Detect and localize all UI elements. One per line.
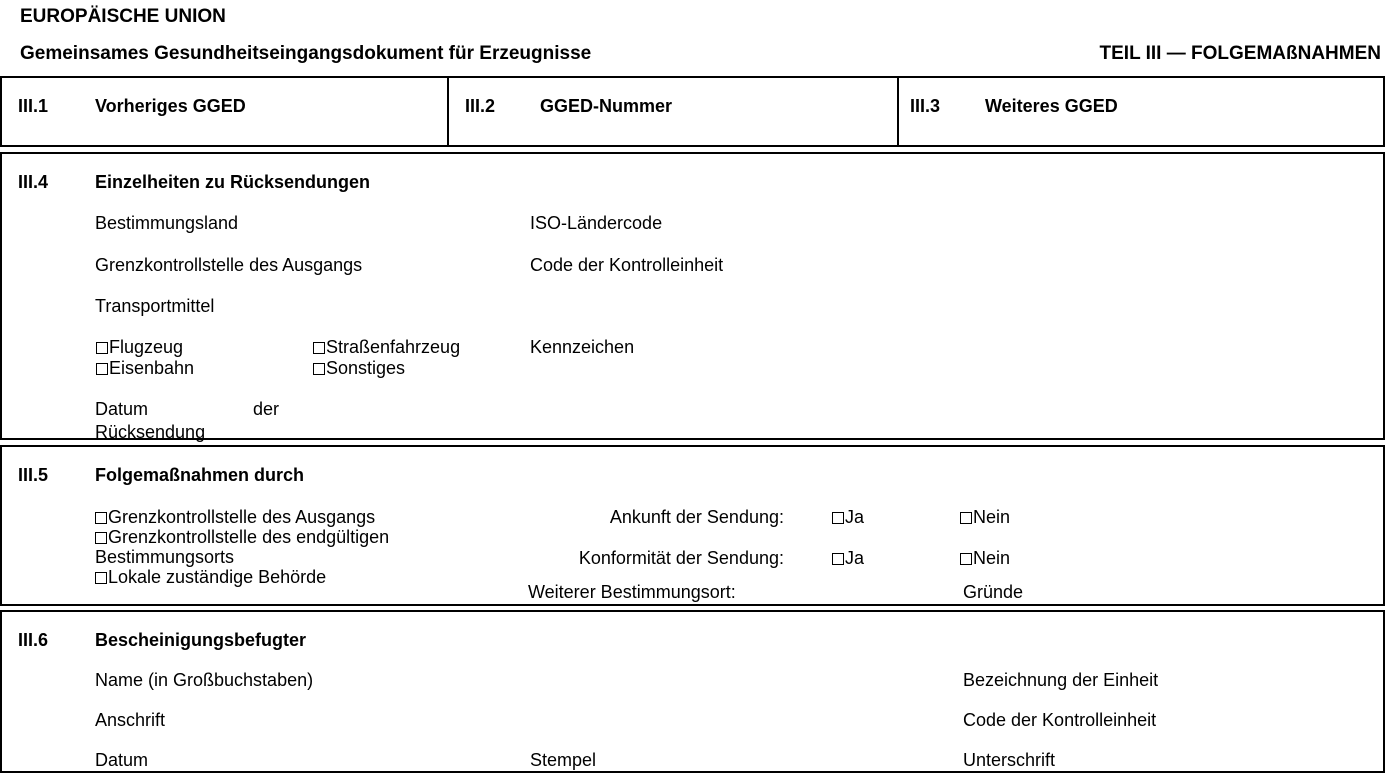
transport-option-flugzeug: [96, 337, 183, 358]
transport-option-sonstiges: [313, 358, 405, 379]
arrival-of-consignment-label: Ankunft der Sendung:: [609, 507, 784, 527]
return-date-label-word2: der: [253, 399, 280, 419]
part-title: TEIL III — FOLGEMAßNAHMEN: [1099, 43, 1381, 64]
field-iii2-label: GGED-Nummer: [540, 96, 673, 116]
conformity-yes-label: Ja: [845, 548, 865, 568]
authority-option-exit-bcp: [95, 507, 475, 527]
document-title: Gemeinsames Gesundheitseingangsdokument für Erzeugnisse: [20, 43, 592, 64]
return-date-label-word3: Rücksendung: [95, 422, 206, 442]
conformity-no-checkbox-icon[interactable]: [960, 553, 972, 565]
further-destination-label: Weiterer Bestimmungsort:: [528, 582, 736, 602]
local-authority-label: Lokale zuständige Behörde: [108, 567, 327, 587]
section-iii5-title: Folgemaßnahmen durch: [95, 465, 305, 485]
unit-name-label: Bezeichnung der Einheit: [963, 670, 1159, 690]
field-iii2-number: III.2: [465, 96, 496, 116]
field-iii3-number: III.3: [910, 96, 941, 116]
final-destination-bcp-checkbox-icon[interactable]: [95, 532, 107, 544]
exit-bcp-label: Grenzkontrollstelle des Ausgangs: [108, 507, 376, 527]
section-iii5-number: III.5: [18, 465, 49, 485]
arrival-yes-label: Ja: [845, 507, 865, 527]
final-destination-bcp-label: Grenzkontrollstelle des endgültigen Bestimmungsorts: [95, 527, 390, 567]
section-iii4-title: Einzelheiten zu Rücksendungen: [95, 172, 371, 192]
stamp-label: Stempel: [530, 750, 597, 770]
certifying-name-label: Name (in Großbuchstaben): [95, 670, 314, 690]
conformity-yes-option: [832, 548, 864, 569]
sonstiges-label: Sonstiges: [326, 358, 406, 378]
iso-country-code-label: ISO-Ländercode: [530, 213, 663, 233]
conformity-no-label: Nein: [973, 548, 1011, 568]
conformity-yes-checkbox-icon[interactable]: [832, 553, 844, 565]
flugzeug-label: Flugzeug: [109, 337, 184, 357]
transport-option-strassenfahrzeug: [313, 337, 460, 358]
date-label: Datum: [95, 750, 149, 770]
top-row-divider-1: [447, 76, 449, 147]
conformity-no-option: [960, 548, 1010, 569]
field-iii3-label: Weiteres GGED: [985, 96, 1118, 116]
union-title: EUROPÄISCHE UNION: [20, 6, 226, 27]
field-iii1-number: III.1: [18, 96, 49, 116]
destination-country-label: Bestimmungsland: [95, 213, 239, 233]
eisenbahn-checkbox-icon[interactable]: [96, 363, 108, 375]
top-row-divider-2: [897, 76, 899, 147]
section-iii6-number: III.6: [18, 630, 49, 650]
arrival-yes-checkbox-icon[interactable]: [832, 512, 844, 524]
flugzeug-checkbox-icon[interactable]: [96, 342, 108, 354]
section-iii6-title: Bescheinigungsbefugter: [95, 630, 307, 650]
transport-option-eisenbahn: [96, 358, 194, 379]
address-label: Anschrift: [95, 710, 166, 730]
signature-label: Unterschrift: [963, 750, 1056, 770]
transport-means-label: Transportmittel: [95, 296, 215, 316]
authority-option-final-destination-bcp: [95, 527, 475, 567]
exit-bcp-checkbox-icon[interactable]: [95, 512, 107, 524]
section-iii4-number: III.4: [18, 172, 49, 192]
arrival-yes-option: [832, 507, 864, 528]
eisenbahn-label: Eisenbahn: [109, 358, 195, 378]
followup-authority-list: [95, 507, 475, 587]
authority-option-local-authority: [95, 567, 475, 587]
return-date-label-word1: Datum: [95, 399, 149, 419]
reasons-label: Gründe: [963, 582, 1024, 602]
unit-control-code-label: Code der Kontrolleinheit: [963, 710, 1157, 730]
exit-border-post-label: Grenzkontrollstelle des Ausgangs: [95, 255, 363, 275]
sonstiges-checkbox-icon[interactable]: [313, 363, 325, 375]
strassenfahrzeug-label: Straßenfahrzeug: [326, 337, 461, 357]
local-authority-checkbox-icon[interactable]: [95, 572, 107, 584]
registration-label: Kennzeichen: [530, 337, 635, 357]
strassenfahrzeug-checkbox-icon[interactable]: [313, 342, 325, 354]
field-iii1-label: Vorheriges GGED: [95, 96, 246, 116]
control-unit-code-label: Code der Kontrolleinheit: [530, 255, 724, 275]
arrival-no-option: [960, 507, 1010, 528]
conformity-of-consignment-label: Konformität der Sendung:: [578, 548, 784, 568]
arrival-no-checkbox-icon[interactable]: [960, 512, 972, 524]
arrival-no-label: Nein: [973, 507, 1011, 527]
